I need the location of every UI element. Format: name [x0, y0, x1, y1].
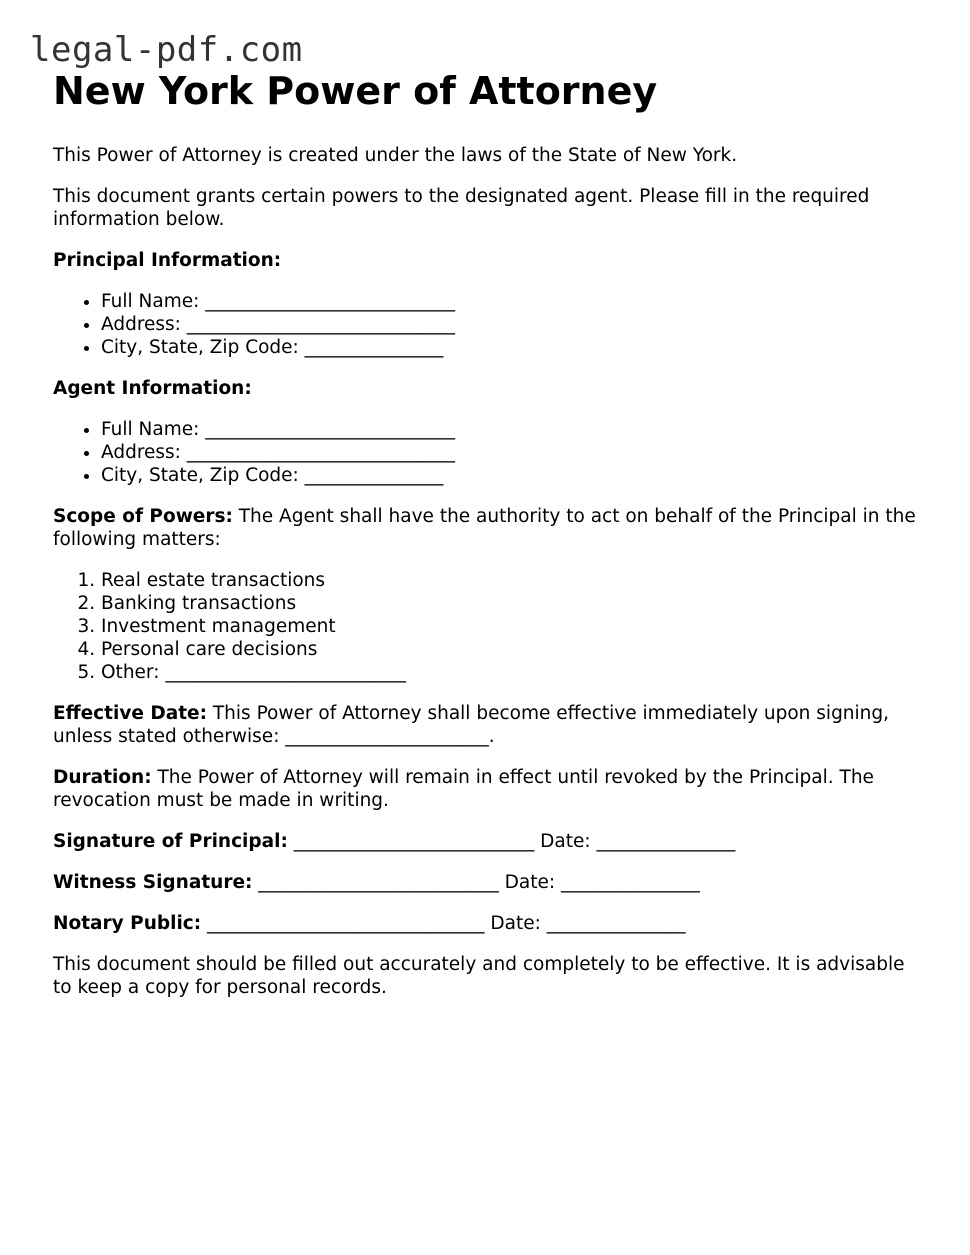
scope-item-investment: 3. Investment management	[101, 615, 923, 638]
effective-date-text: This Power of Attorney shall become effective immediately upon signing, unless stated otherwise: ______________________.	[53, 703, 890, 747]
notary-signature-blank: ______________________________ Date: _______________	[201, 913, 686, 934]
agent-fields-list	[53, 418, 923, 487]
scope-label: Scope of Powers:	[53, 506, 233, 527]
witness-signature-blank: __________________________ Date: _______________	[252, 872, 700, 893]
scope-item-banking: 2. Banking transactions	[101, 592, 923, 615]
scope-item-real-estate: 1. Real estate transactions	[101, 569, 923, 592]
principal-signature-label: Signature of Principal:	[53, 831, 288, 852]
effective-date-label: Effective Date:	[53, 703, 207, 724]
principal-fields-list	[53, 290, 923, 359]
duration-text: The Power of Attorney will remain in effect until revoked by the Principal. The revocation must be made in writing.	[53, 767, 874, 811]
intro-paragraph-2: This document grants certain powers to the designated agent. Please fill in the required information below.	[53, 186, 870, 230]
scope-paragraph	[53, 505, 923, 551]
scope-item-other: 5. Other: __________________________	[101, 661, 923, 684]
notary-signature-label: Notary Public:	[53, 913, 202, 934]
witness-signature-line	[53, 871, 923, 894]
agent-heading: Agent Information:	[53, 378, 252, 399]
agent-full-name-field: • Full Name: ___________________________	[101, 418, 923, 441]
agent-city-state-zip-field: • City, State, Zip Code: _______________	[101, 464, 923, 487]
duration-label: Duration:	[53, 767, 152, 788]
scope-text: The Agent shall have the authority to act on behalf of the Principal in the following matters:	[53, 506, 916, 550]
scope-item-personal-care: 4. Personal care decisions	[101, 638, 923, 661]
principal-signature-line	[53, 830, 923, 853]
closing-paragraph: This document should be filled out accurately and completely to be effective. It is advisable to keep a copy for personal records.	[53, 954, 905, 998]
duration-paragraph	[53, 766, 923, 812]
document-page	[53, 66, 923, 1017]
scope-powers-list	[53, 569, 923, 684]
intro-paragraph-1: This Power of Attorney is created under the laws of the State of New York.	[53, 145, 738, 166]
watermark-logo: legal-pdf.com	[30, 30, 303, 70]
effective-date-paragraph	[53, 702, 923, 748]
agent-address-field: • Address: _____________________________	[101, 441, 923, 464]
principal-heading: Principal Information:	[53, 250, 282, 271]
witness-signature-label: Witness Signature:	[53, 872, 253, 893]
document-title: New York Power of Attorney	[53, 69, 658, 113]
principal-full-name-field: • Full Name: ___________________________	[101, 290, 923, 313]
principal-city-state-zip-field: • City, State, Zip Code: _______________	[101, 336, 923, 359]
principal-address-field: • Address: _____________________________	[101, 313, 923, 336]
principal-signature-blank: __________________________ Date: _______________	[287, 831, 736, 852]
notary-signature-line	[53, 912, 923, 935]
